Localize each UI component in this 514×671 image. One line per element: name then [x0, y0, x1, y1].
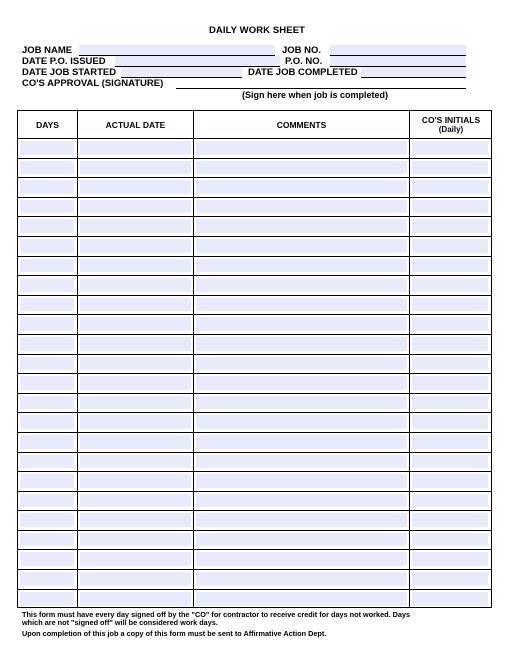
days-cell[interactable] [20, 200, 74, 214]
job-no-label: JOB NO. [282, 45, 322, 56]
co-initials-cell[interactable] [412, 533, 488, 547]
days-cell[interactable] [20, 298, 74, 312]
table-row [18, 511, 491, 531]
days-cell[interactable] [20, 572, 74, 586]
comments-cell[interactable] [196, 161, 407, 175]
header-co-initials-sub: (Daily) [438, 124, 464, 134]
co-initials-cell[interactable] [412, 141, 488, 155]
header-co-initials [410, 111, 492, 138]
table-row [18, 139, 491, 159]
actual-date-cell[interactable] [80, 415, 191, 429]
comments-cell[interactable] [196, 278, 407, 292]
days-cell[interactable] [20, 415, 74, 429]
actual-date-cell[interactable] [80, 200, 191, 214]
actual-date-cell[interactable] [80, 337, 191, 351]
comments-cell[interactable] [196, 533, 407, 547]
header-co-initials-label: CO'S INITIALS [421, 114, 481, 125]
co-initials-cell[interactable] [412, 592, 488, 607]
table-row [18, 296, 491, 316]
table-row [18, 315, 491, 335]
date-job-completed-label: DATE JOB COMPLETED [248, 67, 358, 78]
footer-note-2: which are not "signed off" will be considered work days. [22, 618, 218, 627]
table-row [18, 433, 491, 453]
days-cell[interactable] [20, 141, 74, 155]
co-initials-cell[interactable] [412, 572, 488, 586]
table-row [18, 472, 491, 492]
date-job-completed-field[interactable] [361, 67, 466, 78]
actual-date-cell[interactable] [80, 552, 191, 566]
co-initials-cell[interactable] [412, 259, 488, 273]
table-row [18, 159, 491, 179]
days-cell[interactable] [20, 376, 74, 390]
co-initials-cell[interactable] [412, 415, 488, 429]
co-approval-label: CO'S APPROVAL (SIGNATURE) [22, 78, 164, 89]
actual-date-cell[interactable] [80, 494, 191, 508]
table-row [18, 413, 491, 433]
co-initials-cell[interactable] [412, 474, 488, 488]
co-initials-cell[interactable] [412, 278, 488, 292]
days-cell[interactable] [20, 239, 74, 253]
actual-date-cell[interactable] [80, 376, 191, 390]
co-initials-cell[interactable] [412, 239, 488, 253]
date-po-issued-field[interactable] [115, 56, 280, 67]
co-initials-cell[interactable] [412, 200, 488, 214]
co-initials-cell[interactable] [412, 337, 488, 351]
days-cell[interactable] [20, 278, 74, 292]
table-row [18, 550, 491, 570]
comments-cell[interactable] [196, 219, 407, 233]
comments-cell[interactable] [196, 337, 407, 351]
days-cell[interactable] [20, 317, 74, 331]
table-row [18, 394, 491, 414]
comments-cell[interactable] [196, 298, 407, 312]
table-row [18, 178, 491, 198]
days-cell[interactable] [20, 219, 74, 233]
comments-cell[interactable] [196, 357, 407, 371]
table-row [18, 237, 491, 257]
comments-cell[interactable] [196, 259, 407, 273]
comments-cell[interactable] [196, 552, 407, 566]
comments-cell[interactable] [196, 415, 407, 429]
comments-cell[interactable] [196, 494, 407, 508]
date-job-started-label: DATE JOB STARTED [22, 67, 117, 78]
table-row [18, 374, 491, 394]
job-no-field[interactable] [330, 45, 466, 56]
co-initials-cell[interactable] [412, 552, 488, 566]
co-initials-cell[interactable] [412, 396, 488, 410]
actual-date-cell[interactable] [80, 592, 191, 607]
comments-cell[interactable] [196, 141, 407, 155]
co-initials-cell[interactable] [412, 435, 488, 449]
actual-date-cell[interactable] [80, 180, 191, 194]
days-cell[interactable] [20, 161, 74, 175]
co-initials-cell[interactable] [412, 219, 488, 233]
actual-date-cell[interactable] [80, 533, 191, 547]
days-cell[interactable] [20, 180, 74, 194]
co-initials-cell[interactable] [412, 494, 488, 508]
signature-hint: (Sign here when job is completed) [242, 90, 389, 100]
co-initials-cell[interactable] [412, 455, 488, 469]
comments-cell[interactable] [196, 180, 407, 194]
comments-cell[interactable] [196, 513, 407, 527]
actual-date-cell[interactable] [80, 357, 191, 371]
table-row [18, 355, 491, 375]
actual-date-cell[interactable] [80, 141, 191, 155]
table-row [18, 276, 491, 296]
actual-date-cell[interactable] [80, 455, 191, 469]
co-initials-cell[interactable] [412, 161, 488, 175]
table-row [18, 257, 491, 277]
table-row [18, 531, 491, 551]
days-cell[interactable] [20, 533, 74, 547]
co-initials-cell[interactable] [412, 513, 488, 527]
form-title: DAILY WORK SHEET [208, 25, 306, 36]
actual-date-cell[interactable] [80, 435, 191, 449]
job-name-label: JOB NAME [22, 45, 73, 56]
actual-date-cell[interactable] [80, 474, 191, 488]
days-cell[interactable] [20, 435, 74, 449]
footer-note-1: This form must have every day signed off by the "CO" for contractor to receive credit for days not worked. Days [22, 610, 411, 619]
actual-date-cell[interactable] [80, 239, 191, 253]
date-job-started-field[interactable] [121, 67, 242, 78]
worksheet-table [17, 110, 492, 608]
job-name-field[interactable] [79, 45, 275, 56]
header-comments: COMMENTS [276, 119, 327, 130]
comments-cell[interactable] [196, 396, 407, 410]
comments-cell[interactable] [196, 317, 407, 331]
actual-date-cell[interactable] [80, 219, 191, 233]
actual-date-cell[interactable] [80, 259, 191, 273]
actual-date-cell[interactable] [80, 298, 191, 312]
days-cell[interactable] [20, 357, 74, 371]
co-initials-cell[interactable] [412, 298, 488, 312]
table-row [18, 570, 491, 590]
actual-date-cell[interactable] [80, 513, 191, 527]
signature-line[interactable] [176, 88, 466, 89]
header-days: DAYS [36, 119, 59, 130]
days-cell[interactable] [20, 513, 74, 527]
footer-note-3: Upon completion of this job a copy of this form must be sent to Affirmative Action Dept. [22, 629, 327, 638]
days-cell[interactable] [20, 455, 74, 469]
date-po-issued-label: DATE P.O. ISSUED [22, 56, 106, 67]
days-cell[interactable] [20, 396, 74, 410]
actual-date-cell[interactable] [80, 572, 191, 586]
days-cell[interactable] [20, 474, 74, 488]
comments-cell[interactable] [196, 376, 407, 390]
actual-date-cell[interactable] [80, 278, 191, 292]
comments-cell[interactable] [196, 455, 407, 469]
comments-cell[interactable] [196, 200, 407, 214]
comments-cell[interactable] [196, 592, 407, 607]
co-initials-cell[interactable] [412, 180, 488, 194]
header-actual-date: ACTUAL DATE [105, 119, 166, 130]
po-no-field[interactable] [330, 56, 466, 67]
days-cell[interactable] [20, 259, 74, 273]
table-body [18, 139, 491, 609]
actual-date-cell[interactable] [80, 161, 191, 175]
actual-date-cell[interactable] [80, 317, 191, 331]
table-row [18, 335, 491, 355]
comments-cell[interactable] [196, 239, 407, 253]
days-cell[interactable] [20, 337, 74, 351]
actual-date-cell[interactable] [80, 396, 191, 410]
days-cell[interactable] [20, 494, 74, 508]
co-initials-cell[interactable] [412, 357, 488, 371]
comments-cell[interactable] [196, 474, 407, 488]
table-row [18, 492, 491, 512]
days-cell[interactable] [20, 552, 74, 566]
comments-cell[interactable] [196, 572, 407, 586]
table-row [18, 590, 491, 610]
table-row [18, 198, 491, 218]
po-no-label: P.O. NO. [285, 56, 323, 67]
co-initials-cell[interactable] [412, 376, 488, 390]
co-initials-cell[interactable] [412, 317, 488, 331]
table-row [18, 217, 491, 237]
table-row [18, 453, 491, 473]
comments-cell[interactable] [196, 435, 407, 449]
days-cell[interactable] [20, 592, 74, 607]
